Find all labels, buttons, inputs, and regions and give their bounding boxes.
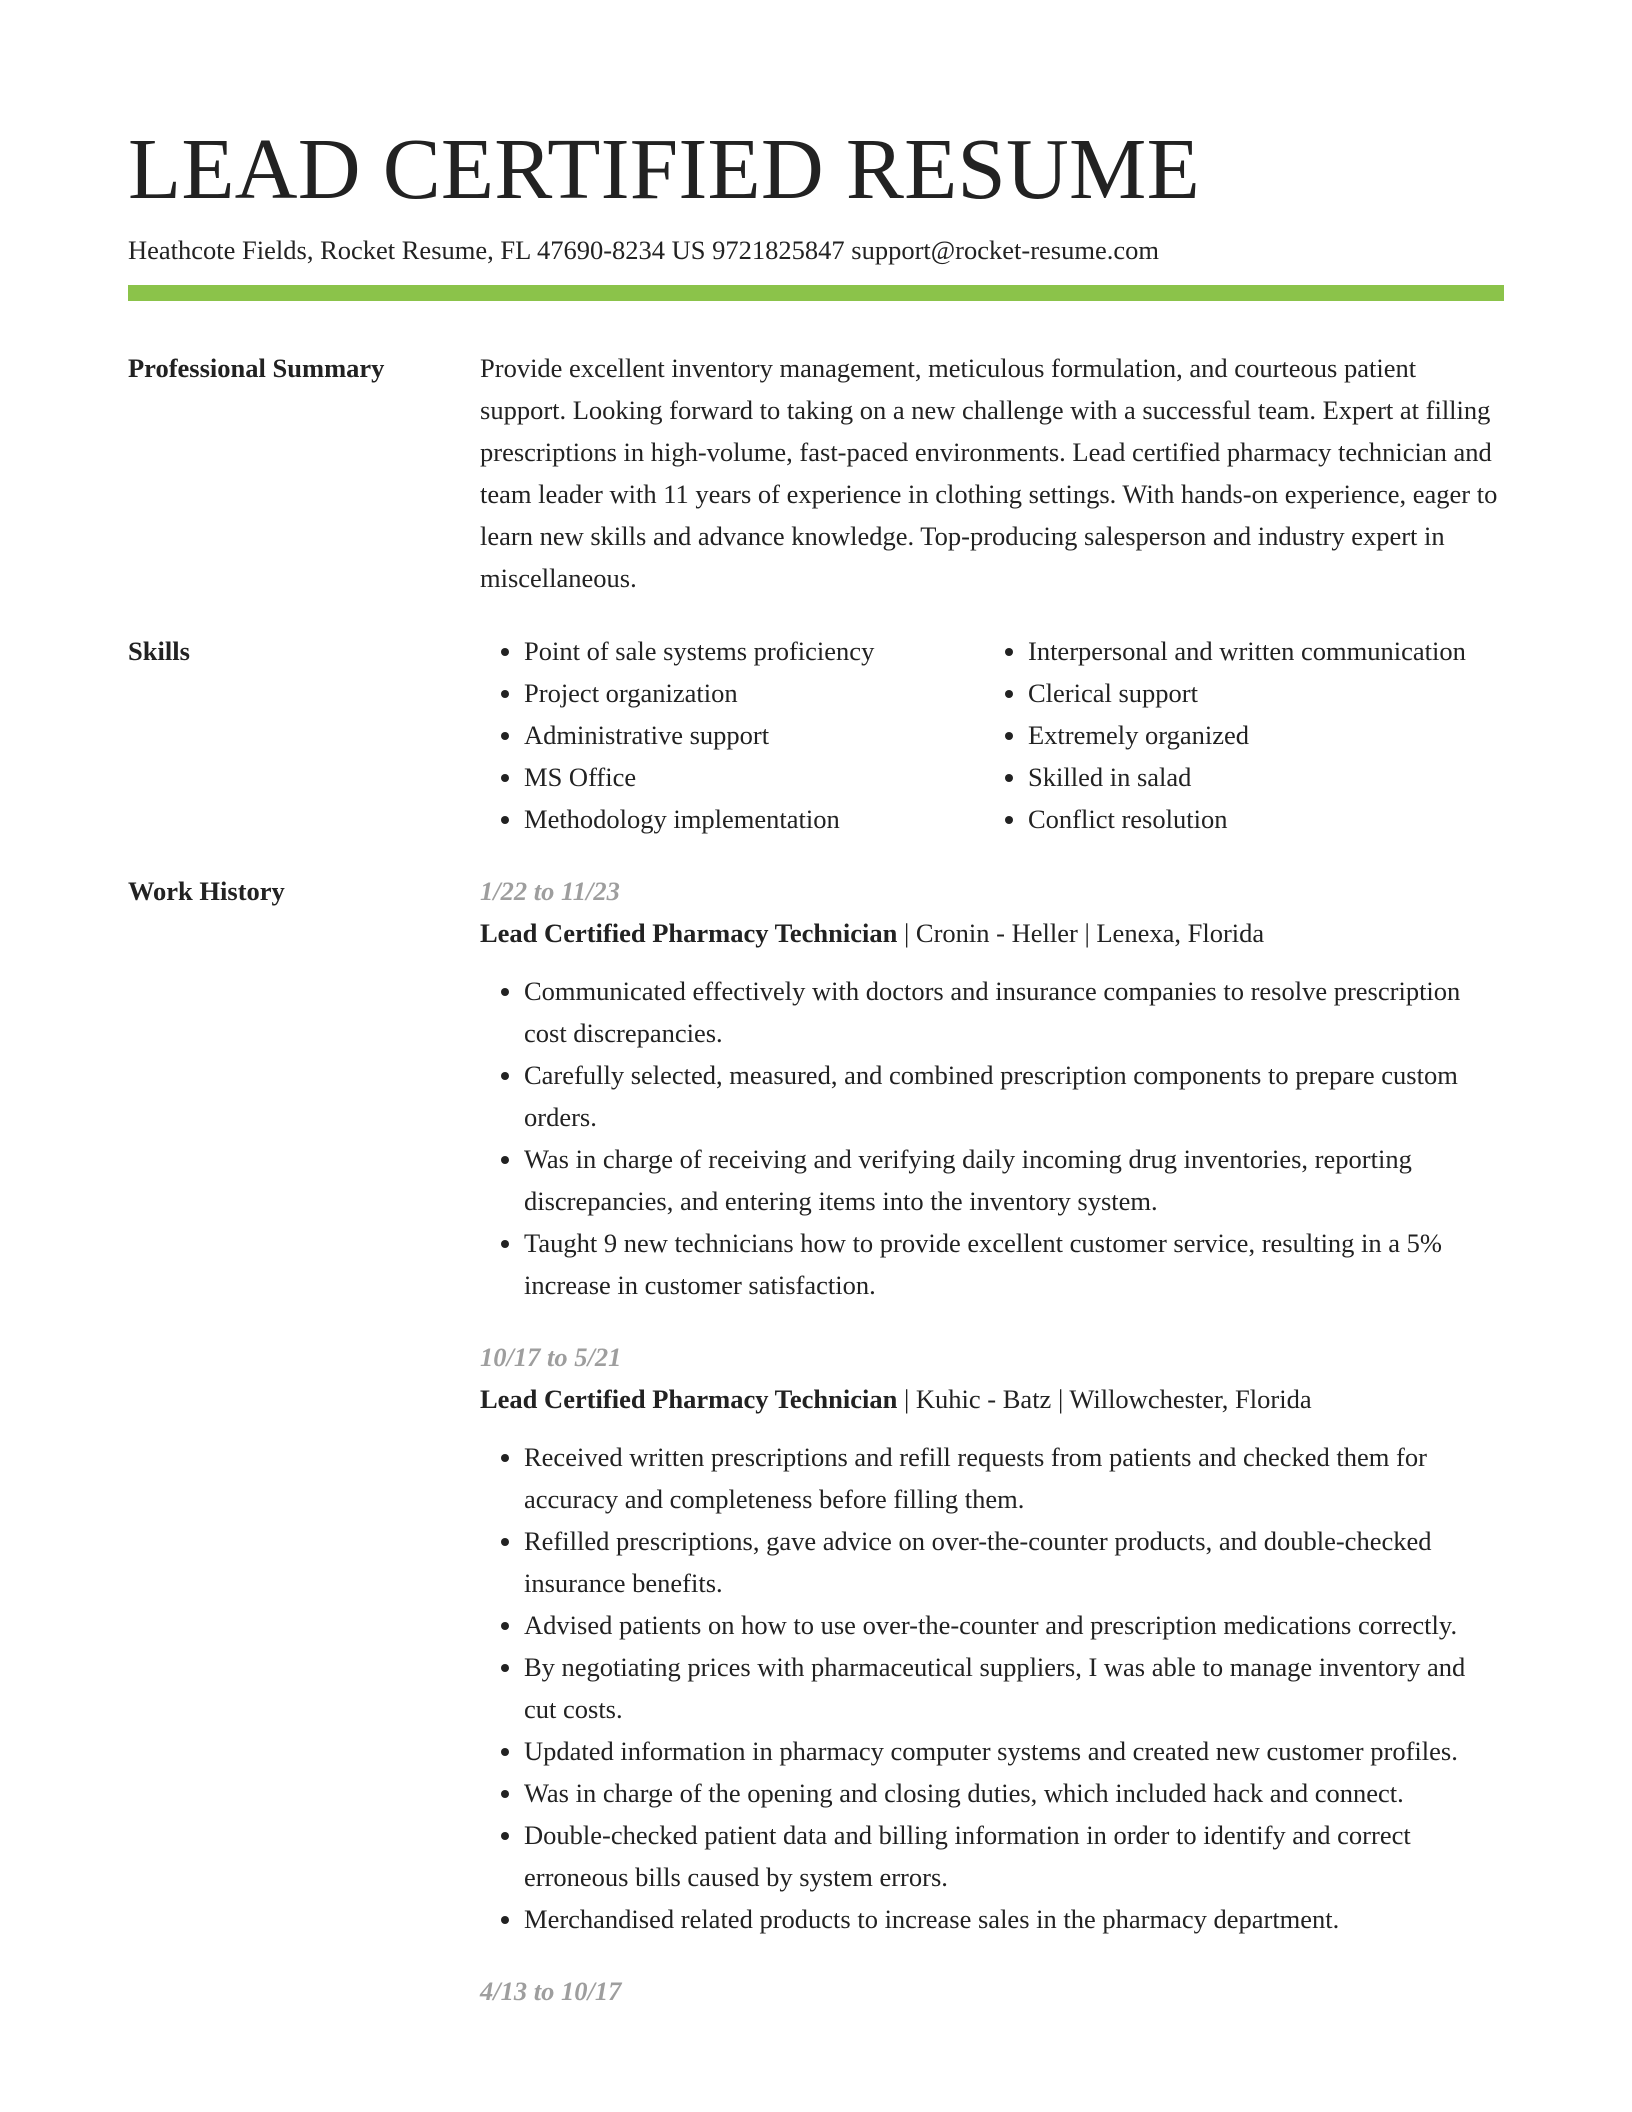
skill-item: • Point of sale systems proficiency (524, 630, 984, 672)
job-heading (480, 1378, 1504, 1420)
summary-heading: Professional Summary (128, 353, 385, 383)
job-bullets (480, 970, 1504, 1306)
job-bullet: • By negotiating prices with pharmaceutical suppliers, I was able to manage inventory and cut costs. (524, 1646, 1504, 1730)
job-dates: 1/22 to 11/23 (480, 876, 620, 906)
job-bullet: • Double-checked patient data and billing information in order to identify and correct erroneous bills caused by system errors. (524, 1814, 1504, 1898)
job-entry (480, 870, 1504, 1306)
skill-item: • Project organization (524, 672, 984, 714)
job-dates: 10/17 to 5/21 (480, 1342, 622, 1372)
skill-item: • Clerical support (1028, 672, 1504, 714)
skill-item: • Skilled in salad (1028, 756, 1504, 798)
job-dates: 4/13 to 10/17 (480, 1976, 622, 2006)
skill-item: • Extremely organized (1028, 714, 1504, 756)
summary-section (480, 347, 1504, 599)
job-entry (480, 1970, 1504, 2012)
job-bullet: • Taught 9 new technicians how to provide excellent customer service, resulting in a 5% increase in customer satisfaction. (524, 1222, 1504, 1306)
job-title: Lead Certified Pharmacy Technician (480, 1384, 898, 1414)
skill-item: • MS Office (524, 756, 984, 798)
skills-list-right (984, 630, 1504, 840)
skill-item: • Conflict resolution (1028, 798, 1504, 840)
skill-item: • Methodology implementation (524, 798, 984, 840)
job-title: Lead Certified Pharmacy Technician (480, 918, 898, 948)
work-history-heading: Work History (128, 876, 285, 906)
skill-item: • Interpersonal and written communication (1028, 630, 1504, 672)
accent-rule (128, 285, 1504, 301)
resume-name: LEAD CERTIFIED RESUME (128, 120, 1200, 217)
job-bullet: • Communicated effectively with doctors and insurance companies to resolve prescription cost discrepancies. (524, 970, 1504, 1054)
skill-item: • Administrative support (524, 714, 984, 756)
skills-section (480, 630, 1504, 840)
skills-heading: Skills (128, 636, 190, 666)
job-entry (480, 1336, 1504, 1940)
job-bullet: • Updated information in pharmacy computer systems and created new customer profiles. (524, 1730, 1504, 1772)
job-company-location: | Kuhic - Batz | Willowchester, Florida (897, 1384, 1312, 1414)
job-company-location: | Cronin - Heller | Lenexa, Florida (897, 918, 1265, 948)
skills-list-left (480, 630, 984, 840)
job-bullets (480, 1436, 1504, 1940)
job-bullet: • Refilled prescriptions, gave advice on over-the-counter products, and double-checked insurance benefits. (524, 1520, 1504, 1604)
job-bullet: • Advised patients on how to use over-the-counter and prescription medications correctly. (524, 1604, 1504, 1646)
job-bullet: • Merchandised related products to increase sales in the pharmacy department. (524, 1898, 1504, 1940)
skills-grid (480, 630, 1504, 840)
job-bullet: • Was in charge of receiving and verifying daily incoming drug inventories, reporting discrepancies, and entering items into the inventory system. (524, 1138, 1504, 1222)
summary-text: Provide excellent inventory management, meticulous formulation, and courteous patient support. Looking forward to taking on a new challenge with a successful team. Expert at filling prescriptions in high-volume, fast-paced environments. Lead certified pharmacy technician and team leader with 11 years of experience in clothing settings. With hands-on experience, eager to learn new skills and advance knowledge. Top-producing salesperson and industry expert in miscellaneous. (480, 353, 1498, 593)
job-bullet: • Received written prescriptions and refill requests from patients and checked them for accuracy and completeness before filling them. (524, 1436, 1504, 1520)
job-bullet: • Was in charge of the opening and closing duties, which included hack and connect. (524, 1772, 1504, 1814)
job-bullet: • Carefully selected, measured, and combined prescription components to prepare custom orders. (524, 1054, 1504, 1138)
job-heading (480, 912, 1504, 954)
work-history-section (480, 870, 1504, 2042)
contact-line: Heathcote Fields, Rocket Resume, FL 47690-8234 US 9721825847 support@rocket-resume.com (128, 235, 1159, 265)
